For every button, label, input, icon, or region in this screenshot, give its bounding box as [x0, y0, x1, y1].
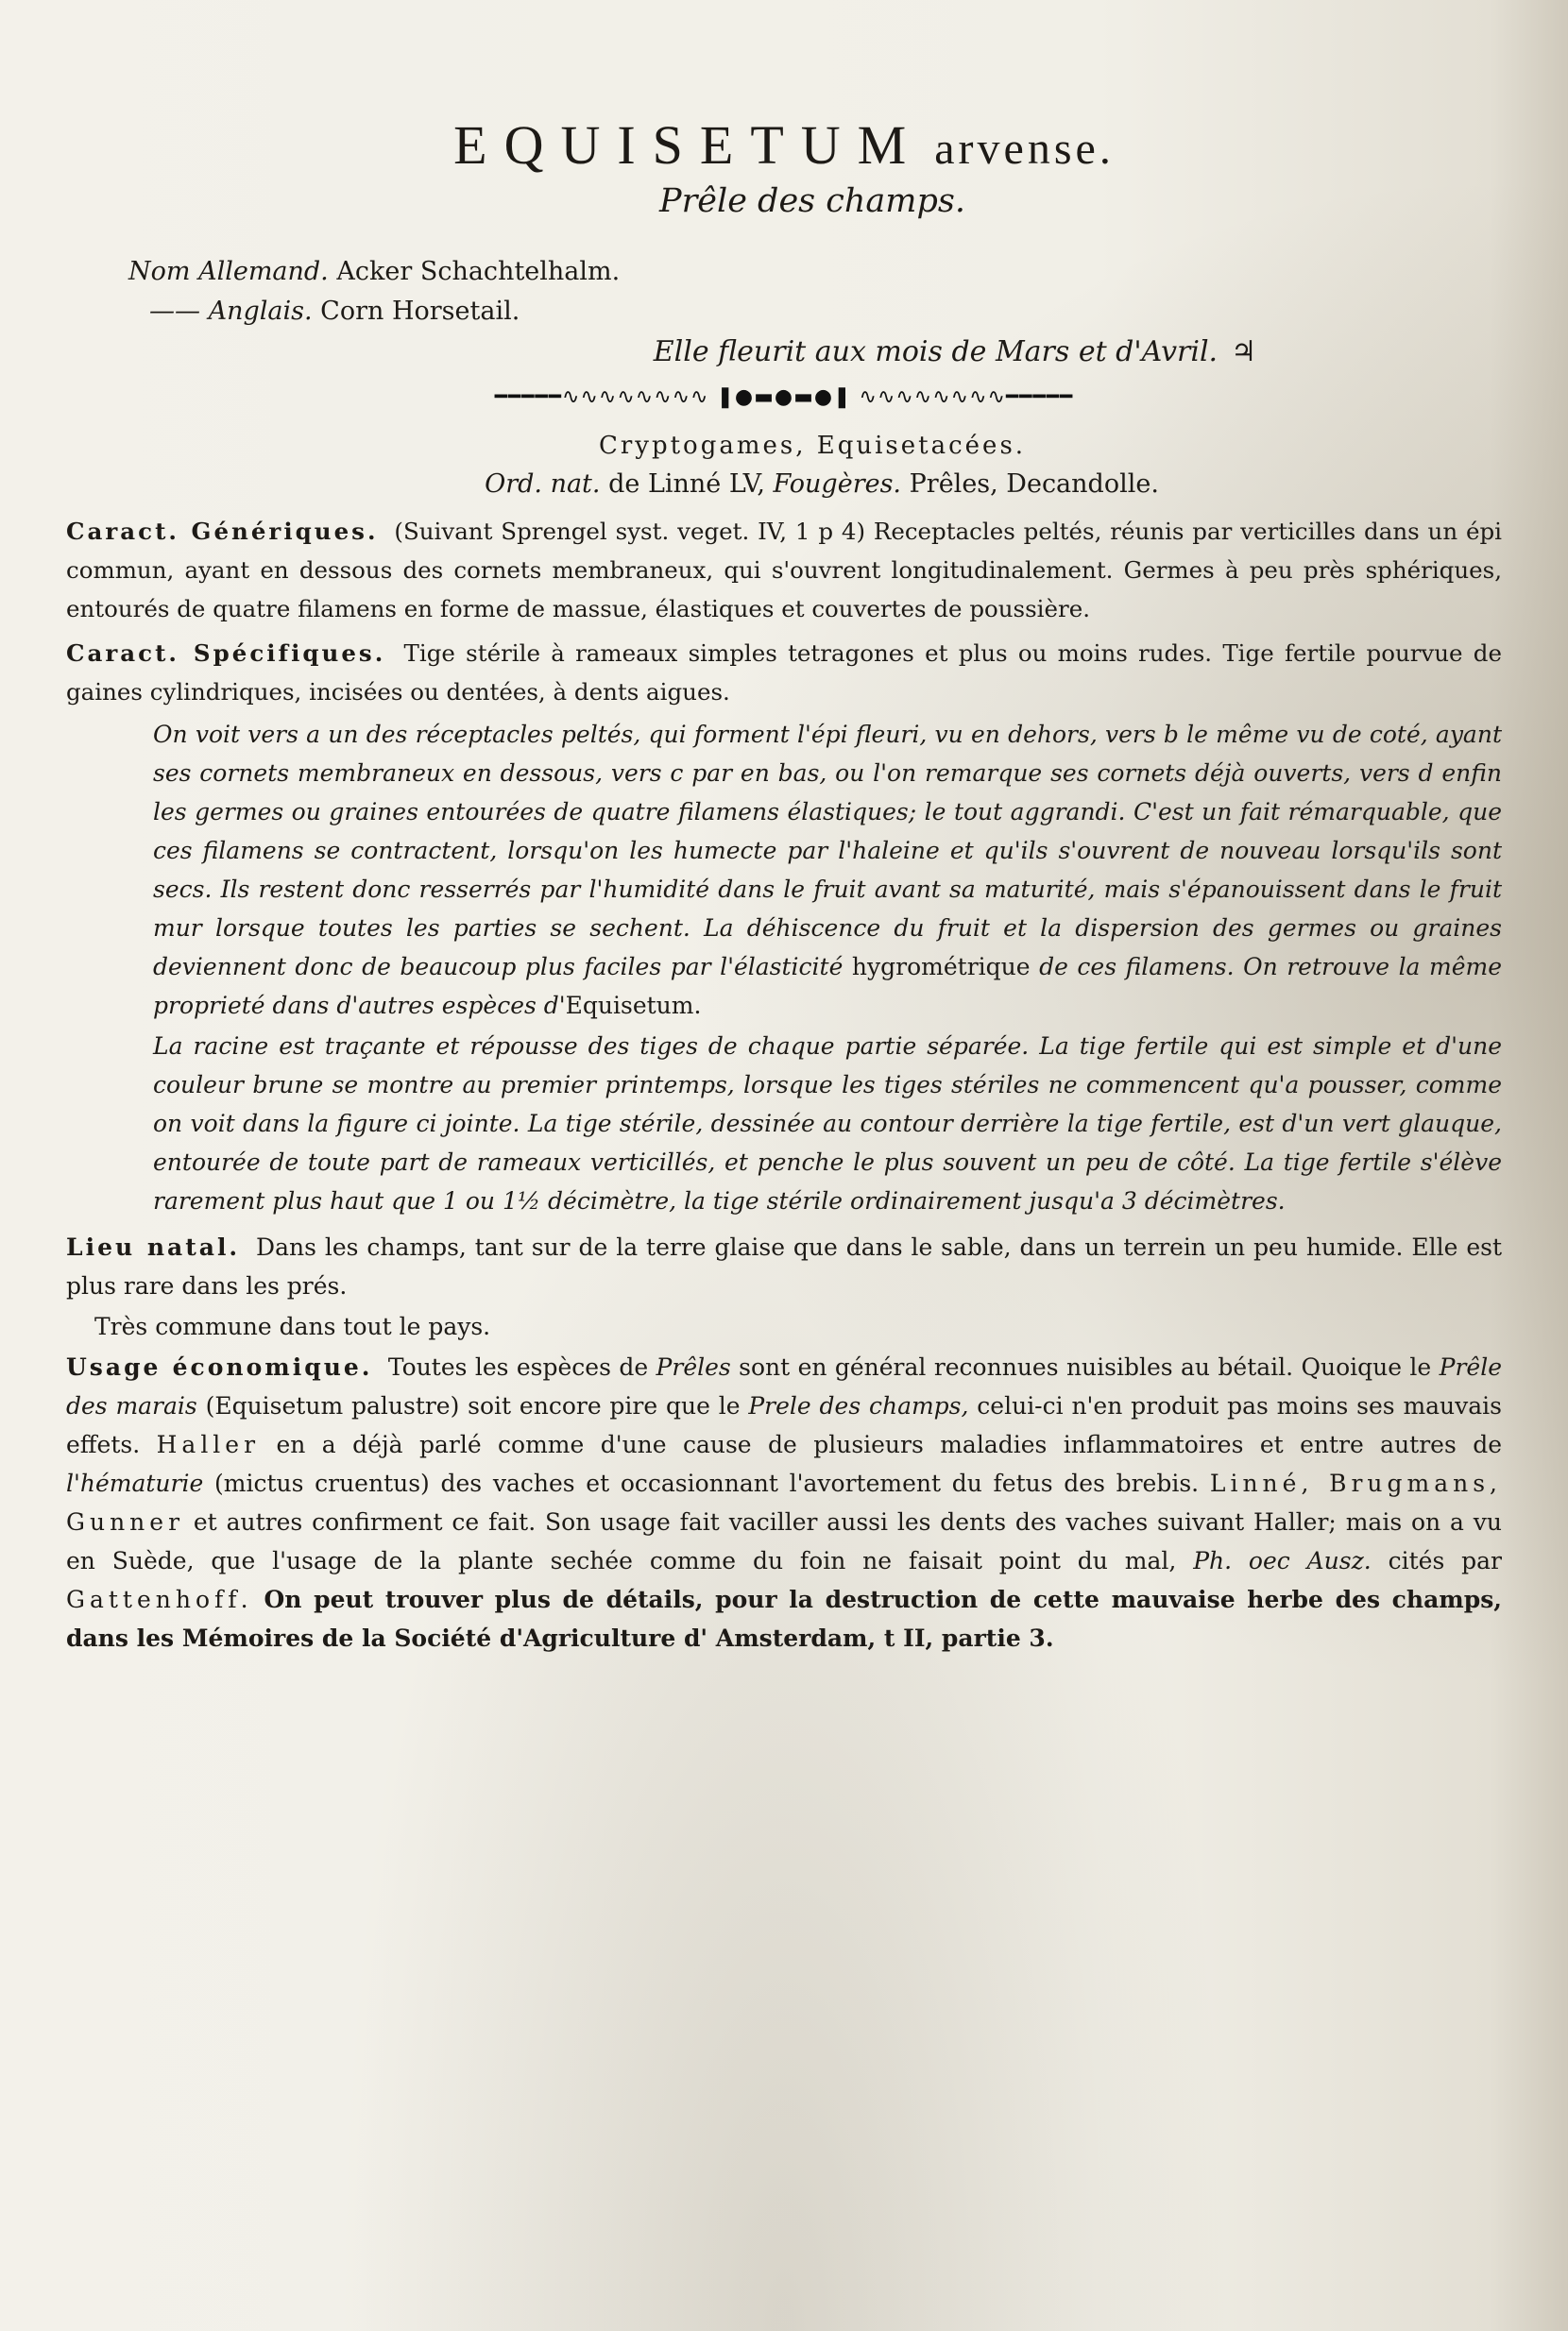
german-label: Nom Allemand. [128, 257, 329, 286]
usage-text-8: cités par [1388, 1547, 1502, 1574]
usage-reference: Ph. oec Ausz. [1193, 1547, 1372, 1574]
flowering-line [66, 335, 1256, 368]
ord-decandolle: Prêles, Decandolle. [909, 469, 1159, 499]
page-content [66, 113, 1502, 1658]
ord-fougeres: Fougères. [773, 469, 902, 499]
perennial-symbol: ♃ [1231, 335, 1256, 368]
usage-text-1: Toutes les espèces de [387, 1353, 649, 1381]
usage-gattenhoff: Gattenhoff. [66, 1586, 253, 1613]
usage-hematurie: l'hématurie [66, 1470, 204, 1497]
figure-description-genus: Equisetum. [565, 992, 702, 1019]
frequency-line: Très commune dans tout le pays. [94, 1313, 491, 1340]
usage-text-4: celui-ci n'en produit pas moins ses mauvais effets. [66, 1392, 1503, 1458]
specific-characters [66, 634, 1502, 711]
specific-characters-heading: Caract. Spécifiques. [66, 639, 386, 667]
root-description: La racine est traçante et répousse des tiges de chaque partie séparée. La tige fertile qui est simple et d'une couleur brune se montre au premier printemps, lorsque les tiges stériles ne commencent qu'a pousser, comme on voit dans la figure ci jointe. La tige stérile, dessinée au contour derrière la tige fertile, est d'un vert glauque, entourée de toute part de rameaux verticillés, et penche le plus souvent un peu de côté. La tige fertile s'élève rarement plus haut que 1 ou 1½ décimètre, la tige stérile ordinairement jusqu'a 3 décimètres. [153, 1032, 1502, 1215]
native-habitat [66, 1228, 1502, 1305]
english-name-line [149, 292, 1502, 332]
generic-characters [66, 512, 1502, 628]
economic-usage [66, 1348, 1502, 1658]
genus-title: EQUISETUM [453, 114, 924, 176]
natural-order-line [142, 469, 1502, 499]
ord-linne: de Linné LV, [608, 469, 765, 499]
usage-haller: Haller [156, 1431, 261, 1458]
specific-characters-text: Tige stérile à rameaux simples tetragones et plus ou moins rudes. Tige fertile pourvue de gaines cylindriques, incisées ou dentées, à dents aigues. [66, 639, 1502, 706]
usage-text-5: en a déjà parlé comme d'une cause de plusieurs maladies inflammatoires et entre autres de [276, 1431, 1503, 1458]
vernacular-names [128, 252, 1502, 332]
title-block [66, 113, 1502, 220]
species-title: arvense. [934, 124, 1115, 174]
figure-description-tail: de ces filamens. On retrouve la même proprieté dans d'autres espèces d' [153, 953, 1503, 1019]
german-name: Acker Schachtelhalm. [336, 257, 621, 286]
usage-text-3: (Equisetum palustre) soit encore pire que le [205, 1392, 741, 1420]
usage-text-7: et autres confirment ce fait. Son usage fait vaciller aussi les dents des vaches suivant Haller; mais on a vu en Suède, que l'usage de la plante sechée comme du foin ne faisait point du mal, [66, 1508, 1502, 1574]
usage-preles: Prêles [656, 1353, 731, 1381]
ornamental-rule: ━━━━━∿∿∿∿∿∿∿∿ ❚●▬●▬●❚ ∿∿∿∿∿∿∿∿━━━━━ [494, 385, 1074, 409]
usage-text-6: (mictus cruentus) des vaches et occasionnant l'avortement du fetus des brebis. [213, 1470, 1200, 1497]
usage-prele-marais: Prêle des marais [66, 1353, 1502, 1420]
usage-authors: Linné, Brugmans, Gunner [66, 1470, 1503, 1536]
figure-description-text: On voit vers a un des réceptacles peltés, qui forment l'épi fleuri, vu en dehors, vers b le même vu de coté, ayant ses cornets membraneux en dessous, vers c par en bas, ou l'on remarque ses cornets déjà ouverts, vers d enfin les germes ou graines entourées de quatre filamens élastiques; le tout aggrandi. C'est un fait rémarquable, que ces filamens se contractent, lorsqu'on les humecte par l'haleine et qu'ils s'ouvrent de nouveau lorsqu'ils sont secs. Ils restent donc resserrés par l'humidité dans le fruit avant sa maturité, mais s'épanouissent dans le fruit mur lorsque toutes les parties se sechent. La déhiscence du fruit et la dispersion des germes ou graines deviennent donc de beaucoup plus faciles par l'élasticité [153, 721, 1502, 980]
usage-prele-champs: Prele des champs, [748, 1392, 969, 1420]
native-habitat-text: Dans les champs, tant sur de la terre glaise que dans le sable, dans un terrein un peu humide. Elle est plus rare dans les prés. [66, 1234, 1502, 1300]
classification-line: Cryptogames, Equisetacées. [598, 432, 1027, 460]
native-habitat-heading: Lieu natal. [66, 1234, 241, 1261]
french-common-name: Prêle des champs. [659, 182, 965, 220]
usage-text-2: sont en général reconnues nuisibles au bétail. Quoique le [739, 1353, 1432, 1381]
usage-text-9: On peut trouver plus de détails, pour la destruction de cette mauvaise herbe des champs, dans les Mémoires de la Société d'Agriculture d' Amsterdam, t II, partie 3. [66, 1586, 1502, 1652]
generic-characters-heading: Caract. Génériques. [66, 518, 379, 545]
figure-description [153, 715, 1502, 1025]
economic-usage-heading: Usage économique. [66, 1353, 373, 1381]
generic-characters-text: (Suivant Sprengel syst. veget. IV, 1 p 4) Receptacles peltés, réunis par verticilles dans un épi commun, ayant en dessous des cornets membraneux, qui s'ouvrent longitudinalement. Germes à peu près sphériques, entourés de quatre filamens en forme de massue, élastiques et couvertes de poussière. [66, 518, 1502, 622]
english-label: —— Anglais. [149, 297, 313, 326]
english-name: Corn Horsetail. [320, 297, 520, 326]
german-name-line [128, 252, 1502, 292]
flowering-text: Elle fleurit aux mois de Mars et d'Avril. [653, 335, 1219, 368]
ord-label: Ord. nat. [485, 469, 601, 499]
figure-description-roman: hygrométrique [851, 953, 1031, 980]
